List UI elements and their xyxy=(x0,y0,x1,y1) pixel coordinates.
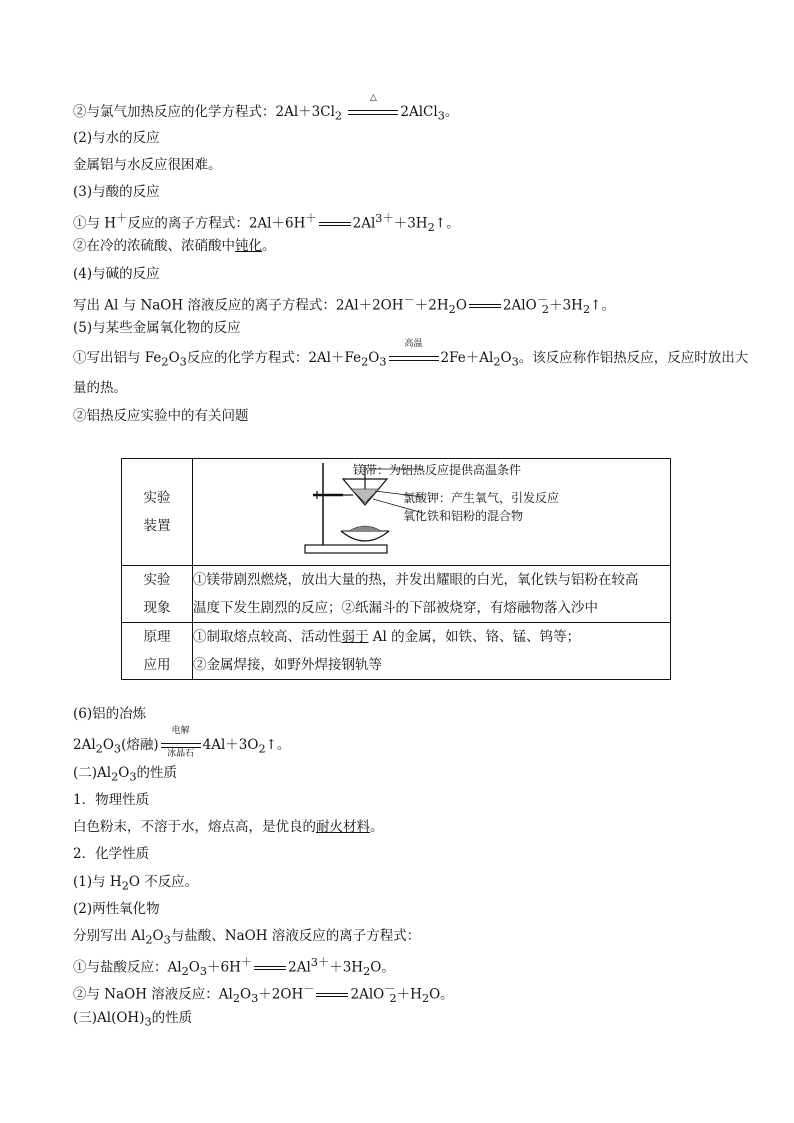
superscript: 3＋ xyxy=(310,956,330,969)
text: ①制取熔点较高、活动性 xyxy=(193,629,342,645)
subscript: 3 xyxy=(437,109,445,123)
text: ＋2H xyxy=(414,297,449,314)
text: (1)与 H xyxy=(73,874,122,890)
reaction-condition: 电解 xyxy=(171,726,190,736)
text: ①与盐酸反应：Al xyxy=(73,959,182,976)
underlined-answer: 弱于 xyxy=(341,629,369,645)
superscript: － xyxy=(536,294,548,307)
phenomenon-cell xyxy=(193,566,671,623)
text: 2Fe＋Al xyxy=(440,350,494,366)
subscript: 2 xyxy=(582,303,591,317)
text: 的性质 xyxy=(136,765,178,781)
reaction-arrow xyxy=(319,215,351,233)
text: (熔融) xyxy=(121,737,159,753)
text: Al 的金属，如铁、铬、锰、钨等； xyxy=(368,629,581,645)
text-physical xyxy=(73,818,384,836)
text-write-equations xyxy=(73,927,420,950)
subscript: 2 xyxy=(493,355,501,369)
reaction-arrow xyxy=(316,986,348,1004)
header-text: 实验 xyxy=(143,572,171,588)
reaction-arrow xyxy=(161,726,201,759)
subscript: 2 xyxy=(361,355,369,369)
text: 与盐酸、NaOH 溶液反应的离子方程式： xyxy=(170,928,421,944)
label-thermite-mixture: 氧化铁和铝粉的混合物 xyxy=(403,509,524,523)
reaction-condition: 高温 xyxy=(404,339,423,349)
heading-aloh3 xyxy=(73,1009,192,1032)
row-header-phenomenon xyxy=(122,566,193,623)
text: ①写出铝与 Fe xyxy=(73,350,162,366)
heading-metal-oxide: (5)与某些金属氧化物的反应 xyxy=(73,320,241,336)
text: O xyxy=(118,765,130,781)
header-text: 应用 xyxy=(143,657,171,673)
equation-line-al2o3-acid xyxy=(73,954,395,981)
row-header-apparatus xyxy=(122,459,193,566)
equation-line-al2o3-base xyxy=(73,981,454,1008)
text: 2AlO xyxy=(502,297,537,314)
application-cell xyxy=(193,623,671,680)
text: 2Al xyxy=(73,737,96,753)
text: 2AlO xyxy=(350,986,385,1003)
header-text: 现象 xyxy=(143,600,171,616)
text: ↑。 xyxy=(590,297,615,314)
text: (三)Al(OH) xyxy=(73,1010,145,1026)
text: O 不反应。 xyxy=(128,874,199,890)
table-row xyxy=(122,566,671,623)
text: O。 xyxy=(429,986,454,1003)
text: ＋6H xyxy=(207,959,241,976)
text: 白色粉末，不溶于水，熔点高，是优良的 xyxy=(73,819,316,835)
text: 。 xyxy=(444,104,459,120)
heading-base: (4)与碱的反应 xyxy=(73,266,160,282)
cell-text: ②金属焊接，如野外焊接钢轨等 xyxy=(193,657,382,673)
equation-line-thermite xyxy=(73,339,749,372)
equation-line-al-cl2 xyxy=(73,93,459,126)
subscript: 3 xyxy=(129,770,137,784)
underlined-answer: 钝化 xyxy=(235,238,262,254)
superscript: 3＋ xyxy=(375,212,394,225)
text: O。 xyxy=(370,959,395,976)
superscript: ＋ xyxy=(116,212,128,225)
subscript: 3 xyxy=(163,933,171,947)
superscript: ＋ xyxy=(305,212,317,225)
subscript: 2 xyxy=(121,879,129,893)
reaction-arrow xyxy=(469,297,501,315)
heading-al2o3 xyxy=(73,764,177,787)
text: ＋2OH xyxy=(258,986,304,1003)
text: ＋3H xyxy=(549,297,583,314)
text: ②在冷的浓硫酸、浓硝酸中 xyxy=(73,238,235,254)
header-text: 原理 xyxy=(143,629,171,645)
reaction-condition: △ xyxy=(369,93,377,103)
subscript: 3 xyxy=(251,992,259,1006)
text: O xyxy=(500,350,512,366)
text: ↑。 xyxy=(265,737,291,753)
subscript: 2 xyxy=(95,742,103,756)
text: 反应的化学方程式：2Al＋Fe xyxy=(186,350,362,366)
cell-text xyxy=(193,623,670,651)
heading-amphoteric: (2)两性氧化物 xyxy=(73,901,160,917)
text: 4Al＋3O xyxy=(202,737,259,753)
text: ↑。 xyxy=(434,215,460,232)
equation-line-acid xyxy=(73,210,460,237)
header-text: 装置 xyxy=(143,518,171,534)
text: O xyxy=(102,737,114,753)
text: ＋3H xyxy=(393,215,428,232)
text: O xyxy=(368,350,380,366)
subscript: 2 xyxy=(421,992,430,1006)
heading-smelting: (6)铝的冶炼 xyxy=(73,706,147,722)
subscript: 3 xyxy=(379,355,387,369)
row-header-application xyxy=(122,623,193,680)
label-potassium-chlorate: 氯酸钾：产生氧气，引发反应 xyxy=(403,491,560,505)
underlined-answer: 耐火材料 xyxy=(316,819,370,835)
text: ②与氯气加热反应的化学方程式：2Al＋3Cl xyxy=(73,104,335,120)
text: ②与 NaOH 溶液反应：Al xyxy=(73,986,233,1003)
subscript: 3 xyxy=(144,1015,152,1029)
header-text: 实验 xyxy=(143,490,171,506)
heading-physical: 1．物理性质 xyxy=(73,792,150,808)
subscript: 2 xyxy=(427,221,435,235)
text-water: 金属铝与水反应很困难。 xyxy=(73,157,222,173)
text: 。 xyxy=(370,819,384,835)
reaction-arrow xyxy=(389,339,439,367)
heading-acid: (3)与酸的反应 xyxy=(73,184,160,200)
text: 写出 Al 与 NaOH 溶液反应的离子方程式：2Al＋2OH xyxy=(73,297,404,314)
subscript: 3 xyxy=(199,965,207,979)
text: 分别写出 Al xyxy=(73,928,146,944)
text: 2AlCl xyxy=(400,104,438,120)
label-magnesium-ribbon: 镁带：为铝热反应提供高温条件 xyxy=(353,463,522,477)
cell-text: 温度下发生剧烈的反应；②纸漏斗的下部被烧穿，有熔融物落入沙中 xyxy=(193,600,598,616)
subscript: 2 xyxy=(448,303,456,317)
text: O xyxy=(240,986,252,1003)
text-passivation xyxy=(73,237,276,255)
subscript: 3 xyxy=(113,742,122,756)
text: ①与 H xyxy=(73,215,117,232)
text: ＋3H xyxy=(329,959,364,976)
table-row xyxy=(122,623,671,680)
subscript: 2 xyxy=(145,933,153,947)
subscript: 2 xyxy=(363,965,371,979)
apparatus-cell xyxy=(193,459,671,566)
table-row xyxy=(122,459,671,566)
text: O xyxy=(188,959,200,976)
subscript: 2 xyxy=(389,992,397,1006)
text: O xyxy=(455,297,467,314)
text-heat: 量的热。 xyxy=(73,380,127,396)
text: (二)Al xyxy=(73,765,112,781)
superscript: － xyxy=(403,294,415,307)
text: O xyxy=(168,350,180,366)
subscript: 2 xyxy=(541,303,550,317)
subscript: 2 xyxy=(181,965,189,979)
superscript: － xyxy=(384,983,396,996)
apparatus-diagram xyxy=(193,459,670,565)
subscript: 2 xyxy=(111,770,119,784)
text-water-no-reaction xyxy=(73,873,198,896)
text: 反应的离子方程式：2Al＋6H xyxy=(127,215,306,232)
superscript: － xyxy=(303,983,315,996)
text: 。该反应称作铝热反应，反应时放出大 xyxy=(518,350,749,366)
text: 。 xyxy=(262,238,276,254)
subscript: 3 xyxy=(511,355,519,369)
superscript: ＋ xyxy=(240,956,253,969)
thermite-experiment-table xyxy=(121,458,671,680)
heading-chemical: 2．化学性质 xyxy=(73,846,150,862)
text: 2Al xyxy=(352,215,376,232)
text-thermite-issues: ②铝热反应实验中的有关问题 xyxy=(73,408,249,424)
reaction-arrow xyxy=(348,93,398,121)
text: 的性质 xyxy=(151,1010,193,1026)
subscript: 2 xyxy=(258,742,266,756)
equation-line-electrolysis xyxy=(73,726,291,759)
heading-water: (2)与水的反应 xyxy=(73,130,160,146)
subscript: 2 xyxy=(161,355,169,369)
equation-line-base xyxy=(73,292,615,319)
reaction-condition: 冰晶石 xyxy=(167,749,195,759)
text: 2Al xyxy=(288,959,311,976)
text: O xyxy=(152,928,164,944)
subscript: 2 xyxy=(334,109,343,123)
text: ＋H xyxy=(396,986,422,1003)
cell-text: ①镁带剧烈燃烧，放出大量的热，并发出耀眼的白光，氧化铁与铝粉在较高 xyxy=(193,572,639,588)
subscript: 3 xyxy=(179,355,187,369)
subscript: 2 xyxy=(232,992,241,1006)
reaction-arrow xyxy=(254,959,286,977)
